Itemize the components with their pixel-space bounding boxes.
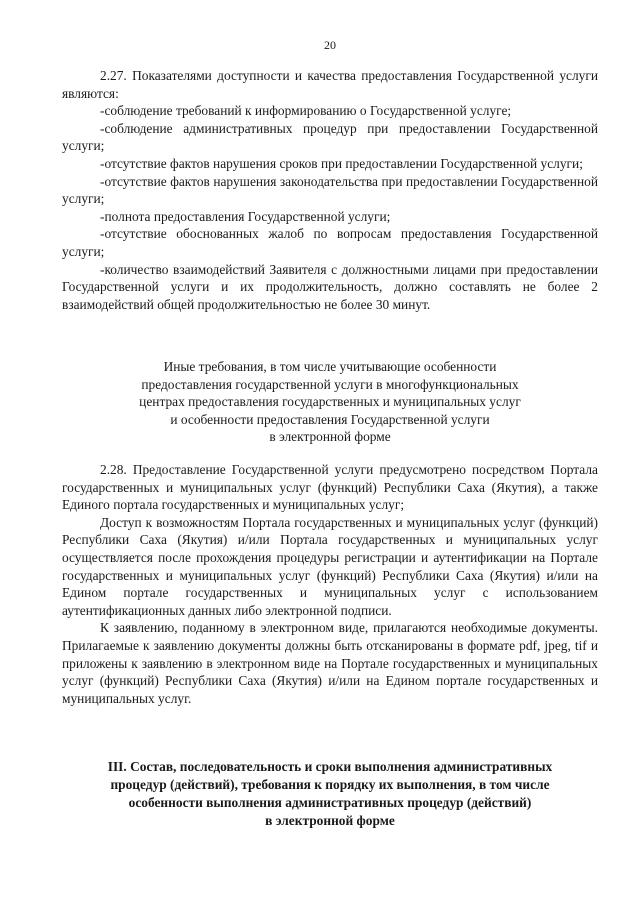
paragraph: Доступ к возможностям Портала государственных и муниципальных услуг (функций) Республики Саха (Якутия) и/или Портала государственных и муниципальных услуг осуществляется после прохождения процедуры регистрации и аутентификации на Портале государственных и муниципальных услуг (функций) Республики Саха (Якутия) и/или на Едином портале государственных и муниципальных услуг с использованием аутентификационных данных либо электронной подписи. — [62, 514, 598, 618]
list-item: -полнота предоставления Государственной услуги; — [100, 208, 391, 224]
section-heading-line: особенности выполнения административных процедур (действий) — [128, 795, 532, 810]
subsection-heading-line: в электронной форме — [269, 429, 391, 445]
list-item: -количество взаимодействий Заявителя с должностными лицами при предоставлении Государственной услуги и их продолжительность, должно составлять не более 2 взаимодействий общей продолжительностью не более 30 минут. — [62, 261, 598, 312]
subsection-heading-line: предоставления государственной услуги в многофункциональных — [141, 376, 519, 392]
section-2-27 — [62, 67, 598, 313]
list-item: -соблюдение административных процедур при предоставлении Государственной услуги; — [62, 120, 598, 154]
paragraph: 2.28. Предоставление Государственной услуги предусмотрено посредством Портала государственных и муниципальных услуг (функций) Республики Саха (Якутия), а также Единого портала государственных и муниципальных услуг; — [62, 462, 598, 513]
section-iii-heading — [62, 758, 598, 830]
subsection-heading-line: и особенности предоставления Государственной услуги — [170, 411, 490, 427]
section-2-28 — [62, 461, 598, 707]
page-number: 20 — [324, 38, 336, 52]
list-item: -отсутствие фактов нарушения законодательства при предоставлении Государственной услуги; — [62, 173, 598, 207]
subsection-heading-line: Иные требования, в том числе учитывающие особенности — [163, 359, 497, 374]
list-item: -отсутствие обоснованных жалоб по вопросам предоставления Государственной услуги; — [62, 226, 598, 259]
section-heading-line: в электронной форме — [265, 813, 395, 828]
list-item: -соблюдение требований к информированию о Государственной услуге; — [100, 103, 512, 119]
list-item: -отсутствие фактов нарушения сроков при предоставлении Государственной услуги; — [100, 155, 583, 171]
subsection-heading-line: центрах предоставления государственных и муниципальных услуг — [139, 394, 521, 410]
section-heading-line: процедур (действий), требования к порядку их выполнения, в том числе — [110, 777, 550, 792]
paragraph: 2.27. Показателями доступности и качества предоставления Государственной услуги являются: — [62, 68, 598, 101]
subsection-heading — [62, 358, 598, 446]
paragraph: К заявлению, поданному в электронном виде, прилагаются необходимые документы. Прилагаемые к заявлению документы должны быть отсканированы в формате pdf, jpeg, tif и приложены к заявлению в электронном виде на Портале государственных и муниципальных услуг (функций) Республики Саха (Якутия) и/или на Едином портале государственных и муниципальных услуг. — [62, 620, 598, 706]
section-heading-line: III. Состав, последовательность и сроки выполнения административных — [107, 759, 553, 774]
